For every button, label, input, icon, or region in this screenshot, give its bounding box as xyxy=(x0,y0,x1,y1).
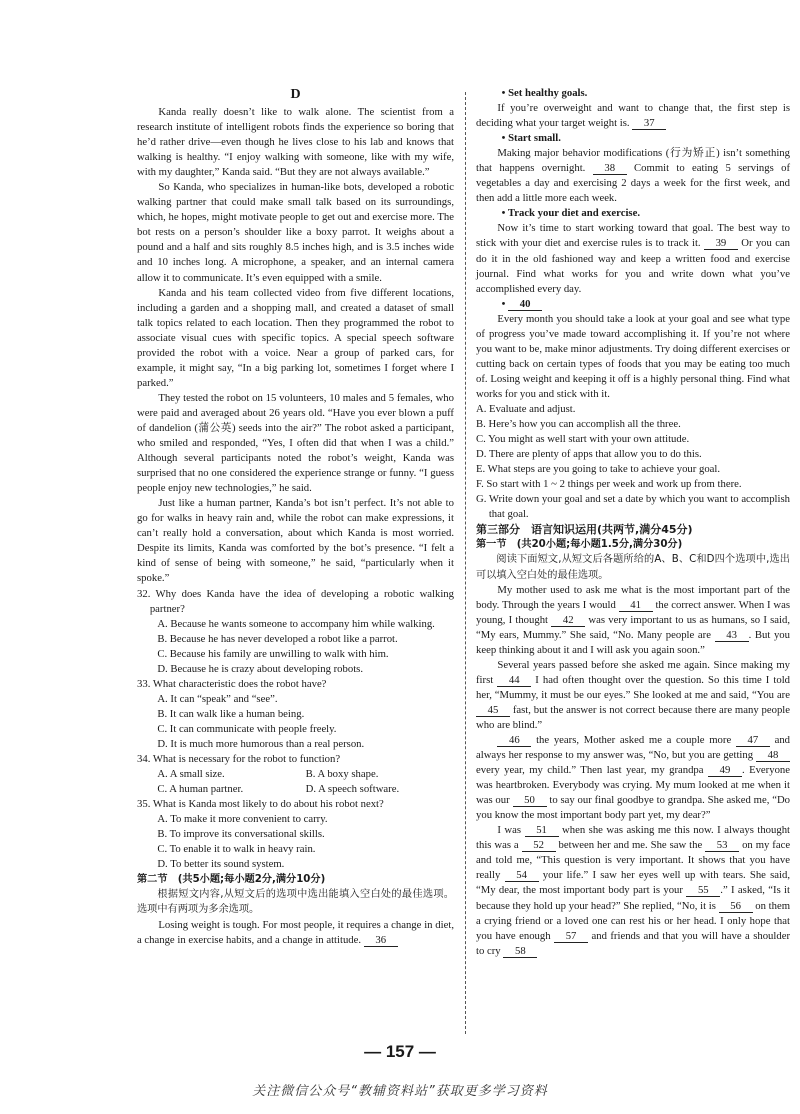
answer-option: C. To enable it to walk in heavy rain. xyxy=(157,843,316,856)
answer-option: A. It can “speak” and “see”. xyxy=(157,692,278,705)
answer-option: F. So start with 1 ~ 2 things per week and work up from there. xyxy=(476,478,742,491)
answer-option: B. A boxy shape. xyxy=(305,768,379,781)
answer-option: C. It can communicate with people freely. xyxy=(157,722,337,735)
section-2-header: 第二节 (共5小题;每小题2分,满分10分) xyxy=(137,874,326,886)
section-2-paragraph: Making major behavior modifications (行为矫正) isn’t something that happens overnight. 38 Commit to eating 5 servings of vegetables a day and exercising 2 days a week for the first week, and then add a little more each week. xyxy=(476,147,791,205)
right-column xyxy=(476,86,790,959)
blank-38[interactable]: 38 xyxy=(593,162,627,175)
blank-50[interactable]: 50 xyxy=(513,794,547,807)
question-35 xyxy=(137,797,454,872)
blank-42[interactable]: 42 xyxy=(551,614,585,627)
answer-option: C. You might as well start with your own attitude. xyxy=(476,433,690,446)
section-2-paragraph: If you’re overweight and want to change that, the first step is deciding what your target weight is. 37 xyxy=(476,102,790,130)
footer-note: 关注微信公众号“教辅资料站”获取更多学习资料 xyxy=(252,1084,548,1099)
question-stem: 33. What characteristic does the robot have? xyxy=(137,677,327,690)
blank-43[interactable]: 43 xyxy=(715,629,749,642)
passage-paragraph: Kanda really doesn’t like to walk alone. The scientist from a research institute of intelligent robots finds the experience so boring that he’d rather drive—even though he lives close to his lab and knows that walking is healthy. “I enjoy walking with someone, like with my wife, with my daughter,” Kanda said. “But they are not always available.” xyxy=(137,106,454,179)
section-2-instruction: 根据短文内容,从短文后的选项中选出能填入空白处的最佳选项。选项中有两项为多余选项。 xyxy=(137,889,454,916)
subheading-start-small: • Start small. xyxy=(501,132,561,145)
blank-49[interactable]: 49 xyxy=(708,764,742,777)
answer-option: D. A speech software. xyxy=(305,783,400,796)
subheading-40 xyxy=(476,297,790,312)
answer-option: G. Write down your goal and set a date by which you want to accomplish that goal. xyxy=(476,493,790,521)
answer-option: D. Because he is crazy about developing robots. xyxy=(157,662,363,675)
blank-55[interactable]: 55 xyxy=(686,884,720,897)
blank-44[interactable]: 44 xyxy=(497,674,531,687)
bullet-icon: • xyxy=(501,297,506,310)
blank-45[interactable]: 45 xyxy=(476,704,510,717)
cloze-paragraph: My mother used to ask me what is the most important part of the body. Through the years I would 41 the correct answer. When I was young, I thought 42 was very important to us as humans, so I said, “My ears, Mummy.” She said, “No. Many people are 43 . But you keep thinking about it and I will ask you again soon.” xyxy=(476,583,790,656)
answer-option: B. It can walk like a human being. xyxy=(157,707,305,720)
question-33 xyxy=(137,677,454,752)
answer-option: A. A small size. xyxy=(157,768,225,781)
column-divider xyxy=(465,92,466,1034)
cloze-paragraph: 46 the years, Mother asked me a couple more 47 and always her response to my answer was, “No, but you are getting 48 every year, my child.” Then last year, my grandpa 49 . Everyone was heartbroken. Everybody was crying. My mum looked at me when it was our 50 to say our final goodbye to grandpa. She asked me, “Do you know the most important body part yet, my dear?” xyxy=(476,734,791,822)
answer-option: B. To improve its conversational skills. xyxy=(157,828,325,841)
answer-option: D. There are plenty of apps that allow you to do this. xyxy=(476,448,702,461)
blank-48[interactable]: 48 xyxy=(756,749,790,762)
subheading-track: • Track your diet and exercise. xyxy=(501,207,640,220)
blank-58[interactable]: 58 xyxy=(503,945,537,958)
passage-d-title: D xyxy=(290,87,301,102)
blank-57[interactable]: 57 xyxy=(554,930,588,943)
question-stem: 34. What is necessary for the robot to function? xyxy=(137,753,341,766)
answer-option: A. Evaluate and adjust. xyxy=(476,402,576,415)
blank-46[interactable]: 46 xyxy=(497,734,531,747)
part-3-header: 第三部分 语言知识运用(共两节,满分45分) xyxy=(476,523,693,537)
part-3-sub-header: 第一节 (共20小题;每小题1.5分,满分30分) xyxy=(476,539,683,551)
section-2-paragraph: Every month you should take a look at your goal and see what type of progress you’ve made toward accomplishing it. If you’re not where you want to be, make minor adjustments. Try doing different exercises or cutting back on certain types of foods that you may be eating too much of. Losing weight and keeping it off is a highly personal thing. Find what works for you and stick with it. xyxy=(476,312,790,400)
answer-option: E. What steps are you going to take to achieve your goal. xyxy=(476,463,721,476)
blank-47[interactable]: 47 xyxy=(736,734,770,747)
section-2-intro: Losing weight is tough. For most people, it requires a change in diet, a change in exercise habits, and a change in attitude. 36 xyxy=(137,918,454,946)
blank-41[interactable]: 41 xyxy=(619,599,653,612)
answer-option: B. Here’s how you can accomplish all the three. xyxy=(476,418,681,431)
answer-option: A. Because he wants someone to accompany him while walking. xyxy=(157,617,435,630)
blank-51[interactable]: 51 xyxy=(525,824,559,837)
section-2-paragraph: Now it’s time to start working toward that goal. The best way to stick with your diet and exercise rules is to track it. 39 Or you can do it in the old fashioned way and keep a written food and exercise journal. Find what works for you and write down what you’ve accomplished every day. xyxy=(476,222,791,295)
passage-paragraph: They tested the robot on 15 volunteers, 10 males and 5 females, who were paid and averaged about 26 years old. “Have you ever blown a puff of dandelion (蒲公英) seeds into the air?” The robot asked a participant, who smiled and responded, “Yes, I often did that when I was a child.” Although several participants noted the robot’s weight, Kanda was surprised that no one considered the experience strange or funny. “I guess people enjoy new technologies,” he said. xyxy=(137,391,454,495)
page-number: — 157 — xyxy=(364,1042,436,1061)
passage-paragraph: Kanda and his team collected video from five different locations, including a garden and a shopping mall, and created a dataset of small talk topics related to each location. Then they programmed the robot to associate visual cues with specific topics. A special speech software provided the robot with a voice. Near a group of parked cars, for example, it might say, “In a big parking lot, sometimes I forget where I parked.” xyxy=(137,286,454,389)
answer-option: C. A human partner. xyxy=(157,783,244,796)
left-column xyxy=(137,86,454,948)
answer-option: D. It is much more humorous than a real person. xyxy=(157,737,365,750)
question-stem: 32. Why does Kanda have the idea of developing a robotic walking partner? xyxy=(137,587,454,615)
cloze-paragraph: I was 51 when she was asking me this now. I always thought this was a 52 between her and me. She saw the 53 on my face and told me, “This question is very important. It shows that you have really 54 your life.” I saw her eyes well up with tears. She said, “My dear, the most important body part is your 55 .” I asked, “Is it because they hold up your head?” She replied, “No, it is 56 on them a crying friend or a loved one can rest his or her head. I only hope that you have enough 57 and friends and that you will have a shoulder to cry 58 xyxy=(476,824,791,957)
blank-54[interactable]: 54 xyxy=(505,869,539,882)
answer-option: B. Because he has never developed a robot like a parrot. xyxy=(157,632,398,645)
answer-option: D. To better its sound system. xyxy=(157,858,285,871)
blank-40[interactable]: 40 xyxy=(508,298,542,311)
blank-39[interactable]: 39 xyxy=(704,237,738,250)
answer-option: C. Because his family are unwilling to walk with him. xyxy=(157,647,389,660)
blank-37[interactable]: 37 xyxy=(632,117,666,130)
blank-52[interactable]: 52 xyxy=(522,839,556,852)
question-stem: 35. What is Kanda most likely to do about his robot next? xyxy=(137,798,384,811)
passage-paragraph: Just like a human partner, Kanda’s bot isn’t perfect. It’s not able to go for walks in heavy rain and, while the robot can make expressions, it can’t really hold a conversation, about which Kanda is most worried. Despite its limits, Kanda was comforted by the bot’s presence. “I felt a kind of sense of being with someone,” he said, “particularly when it spoke.” xyxy=(137,497,454,585)
question-32 xyxy=(137,587,454,677)
part-3-instruction: 阅读下面短文,从短文后各题所给的A、B、C和D四个选项中,选出可以填入空白处的最佳选项。 xyxy=(476,554,790,581)
subheading-set-goals: • Set healthy goals. xyxy=(501,87,588,99)
blank-53[interactable]: 53 xyxy=(705,839,739,852)
blank-56[interactable]: 56 xyxy=(719,900,753,913)
passage-paragraph: So Kanda, who specializes in human-like bots, developed a robotic walking partner that could make small talk based on its surroundings, which, he hopes, might motivate people to get out and exercise more. The bot rests on a person’s shoulder like a boxy parrot. It weighs about a pound and a half and sits roughly 8.5 inches high, and is 3.5 inches wide and 10 inches long. A microphone, a speaker, and an internal camera allow it to communicate. It’s even equipped with a smile. xyxy=(137,181,454,284)
blank-36[interactable]: 36 xyxy=(364,934,398,947)
cloze-paragraph: Several years passed before she asked me again. Since making my first 44 I had often thought over the question. So this time I told her, “Mummy, it must be our eyes.” She looked at me and said, “You are 45 fast, but the answer is not correct because there are many people who are blind.” xyxy=(476,658,791,731)
answer-option: A. To make it more convenient to carry. xyxy=(157,813,328,826)
question-34 xyxy=(137,752,454,797)
